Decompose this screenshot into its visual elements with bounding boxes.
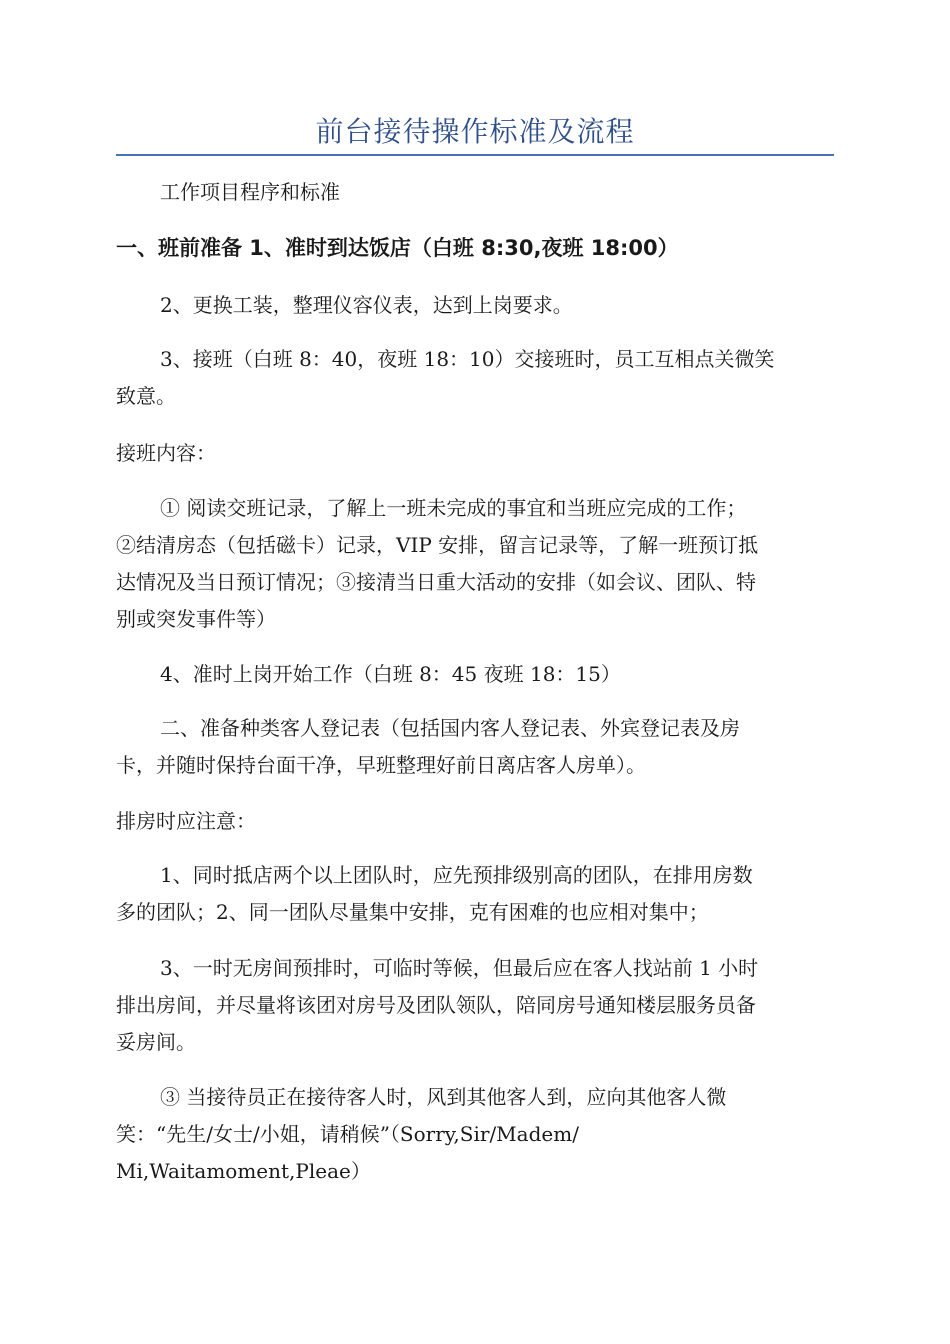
paragraph-room-notes-label: 排房时应注意：: [116, 809, 256, 833]
paragraph-line: 1、同时抵店两个以上团队时，应先预排级别高的团队，在排用房数: [160, 863, 753, 887]
paragraph-step-2: 2、更换工装，整理仪容仪表，达到上岗要求。: [160, 293, 573, 317]
paragraph-line: 二、准备种类客人登记表（包括国内客人登记表、外宾登记表及房: [160, 716, 740, 740]
paragraph-line: 排出房间，并尽量将该团对房号及团队领队，陪同房号通知楼层服务员备: [116, 993, 756, 1017]
paragraph-line: ③ 当接待员正在接待客人时，风到其他客人到，应向其他客人微: [160, 1085, 727, 1109]
paragraph-line: Mi,Waitamoment,Pleae）: [116, 1159, 371, 1183]
paragraph-line: 别或突发事件等）: [116, 607, 276, 631]
title-underline: [116, 154, 834, 156]
paragraph-line: 3、接班（白班 8：40，夜班 18：10）交接班时，员工互相点关微笑: [160, 347, 775, 371]
section-heading-1: 一、班前准备 1、准时到达饭店（白班 8:30,夜班 18:00）: [116, 236, 679, 260]
paragraph-section-2: [116, 710, 834, 784]
paragraph-line: 多的团队；2、同一团队尽量集中安排，克有困难的也应相对集中；: [116, 900, 709, 924]
document-title: 前台接待操作标准及流程: [315, 115, 635, 148]
paragraph-line: ②结清房态（包括磁卡）记录，VIP 安排，留言记录等，了解一班预订抵: [116, 533, 759, 557]
paragraph-line: 笑：“先生/女士/小姐，请稍候”（Sorry,Sir/Madem/: [116, 1122, 579, 1146]
paragraph-step-3: [116, 341, 834, 415]
paragraph-handover-content: [116, 490, 834, 638]
paragraph-line: 3、一时无房间预排时，可临时等候，但最后应在客人找站前 1 小时: [160, 956, 759, 980]
paragraph-handover-label: 接班内容：: [116, 441, 216, 465]
paragraph-greeting: [116, 1079, 834, 1190]
paragraph-step-4: 4、准时上岗开始工作（白班 8：45 夜班 18：15）: [160, 662, 621, 686]
paragraph-room-note-3: [116, 950, 834, 1061]
paragraph-line: 妥房间。: [116, 1030, 196, 1054]
paragraph-line: 致意。: [116, 384, 176, 408]
paragraph-intro: 工作项目程序和标准: [160, 180, 340, 204]
paragraph-line: 卡，并随时保持台面干净，早班整理好前日离店客人房单）。: [116, 753, 646, 777]
paragraph-line: 达情况及当日预订情况；③接清当日重大活动的安排（如会议、团队、特: [116, 570, 756, 594]
paragraph-room-note-1: [116, 857, 834, 931]
paragraph-line: ① 阅读交班记录，了解上一班未完成的事宜和当班应完成的工作；: [160, 496, 747, 520]
